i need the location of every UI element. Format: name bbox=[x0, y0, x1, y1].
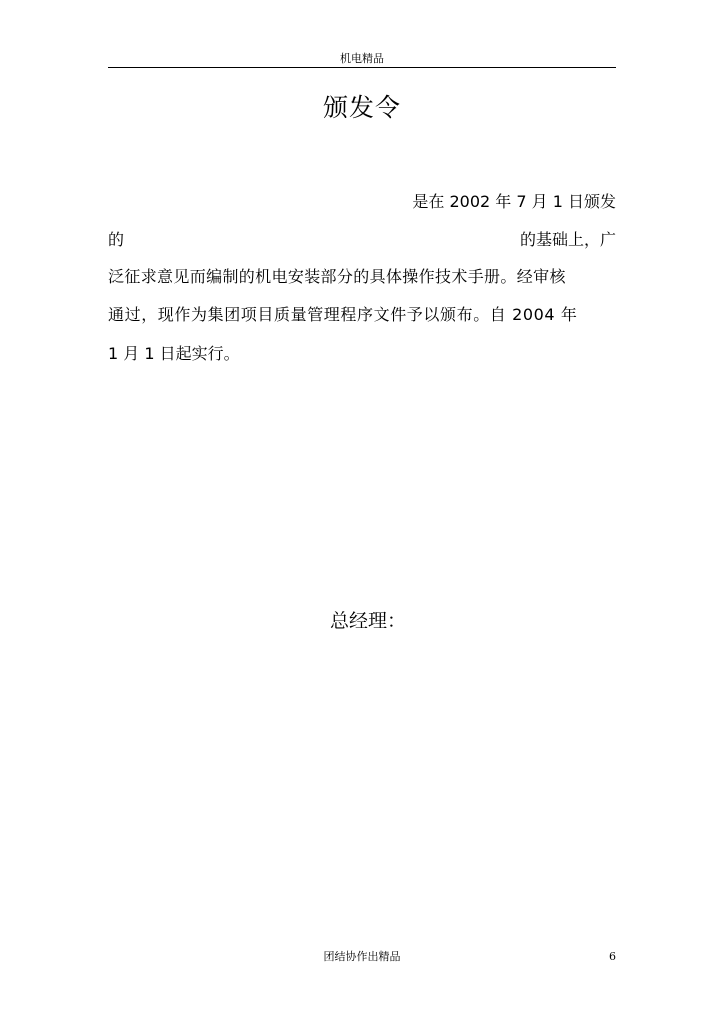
page-header bbox=[108, 52, 616, 68]
body-line-3: 泛征求意见而编制的机电安装部分的具体操作技术手册。经审核 bbox=[108, 267, 566, 286]
body-line-1: 是在 2002 年 7 月 1 日颁发 bbox=[412, 192, 616, 211]
signature-label: 总经理： bbox=[330, 610, 407, 632]
page-number: 6 bbox=[609, 950, 616, 963]
body-line-5: 1 月 1 日起实行。 bbox=[108, 344, 240, 363]
document-title: 颁发令 bbox=[322, 93, 401, 122]
footer-text: 团结协作出精品 bbox=[323, 950, 401, 963]
body-line-4: 通过，现作为集团项目质量管理程序文件予以颁布。自 2004 年 bbox=[108, 305, 578, 324]
body-line-2-end: 的基础上，广 bbox=[519, 230, 616, 249]
header-text: 机电精品 bbox=[340, 52, 384, 65]
body-line-2-start: 的 bbox=[108, 230, 125, 249]
